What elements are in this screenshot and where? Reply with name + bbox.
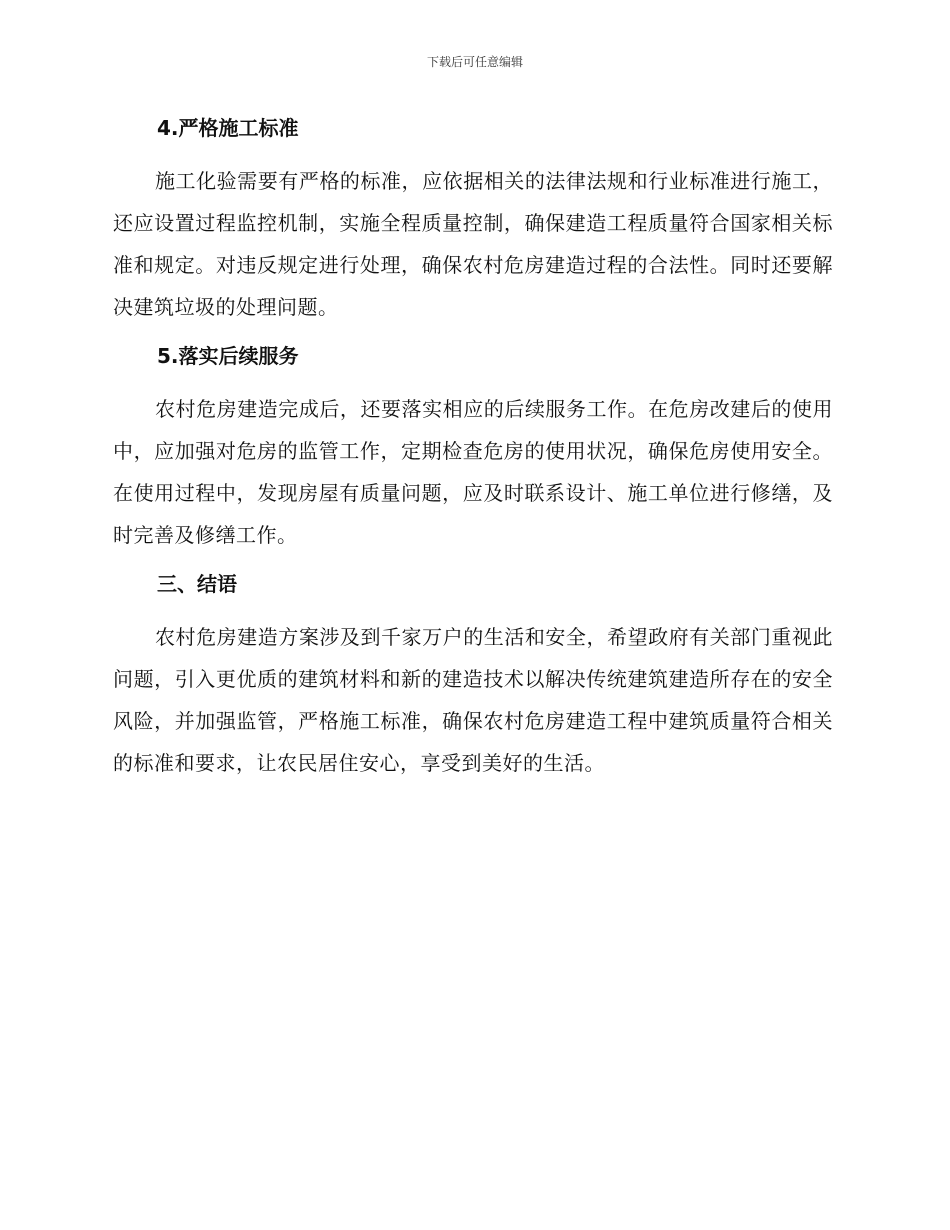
section-heading-conclusion: 三、结语: [157, 572, 237, 596]
section-heading-follow-up-service: 5.落实后续服务: [157, 344, 299, 368]
section-paragraph-follow-up-service: 农村危房建造完成后，还要落实相应的后续服务工作。在危房改建后的使用中，应加强对危房的监管工作，定期检查危房的使用状况，确保危房使用安全。在使用过程中，发现房屋有质量问题，应及时联系设计、施工单位进行修缮，及时完善及修缮工作。: [113, 397, 833, 547]
section-paragraph-conclusion: 农村危房建造方案涉及到千家万户的生活和安全，希望政府有关部门重视此问题，引入更优质的建筑材料和新的建造技术以解决传统建筑建造所存在的安全风险，并加强监管，严格施工标准，确保农村危房建造工程中建筑质量符合相关的标准和要求，让农民居住安心，享受到美好的生活。: [113, 625, 833, 775]
page-header: 下载后可任意编辑: [426, 55, 523, 69]
section-heading-strict-standards: 4.严格施工标准: [157, 116, 299, 140]
document-body: [113, 108, 833, 784]
section-paragraph-strict-standards: 施工化验需要有严格的标准，应依据相关的法律法规和行业标准进行施工，还应设置过程监控机制，实施全程质量控制，确保建造工程质量符合国家相关标准和规定。对违反规定进行处理，确保农村危房建造过程的合法性。同时还要解决建筑垃圾的处理问题。: [113, 169, 833, 319]
